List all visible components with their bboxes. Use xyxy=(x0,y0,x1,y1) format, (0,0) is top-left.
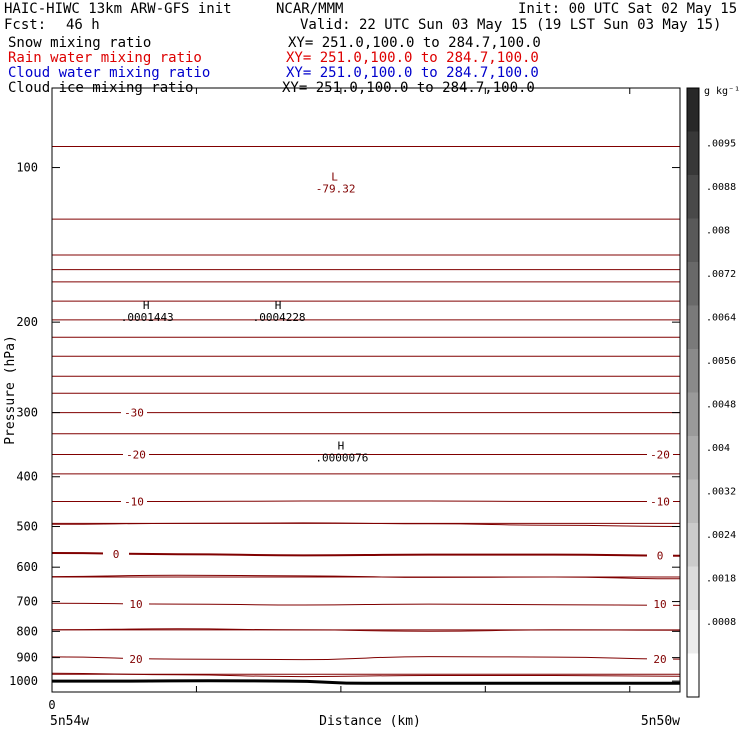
y-tick-label: 700 xyxy=(16,594,38,609)
colorbar-segment xyxy=(687,262,699,306)
x-origin-label: 0 xyxy=(48,698,56,712)
terrain-layer xyxy=(52,681,680,684)
temperature-contour xyxy=(52,553,680,556)
contour-label: -30 xyxy=(124,406,144,420)
colorbar-tick-label: .0032 xyxy=(706,486,737,498)
colorbar-segment xyxy=(687,480,699,524)
colorbar xyxy=(687,88,736,698)
colorbar-segment xyxy=(687,610,699,654)
colorbar-tick-label: .008 xyxy=(706,225,731,237)
y-tick-label: 800 xyxy=(16,624,38,639)
title-left: HAIC-HIWC 13km ARW-GFS init xyxy=(4,1,232,17)
contour-label: 10 xyxy=(129,598,143,612)
colorbar-tick-label: .0018 xyxy=(706,573,737,585)
contour-label-right: -10 xyxy=(650,495,670,509)
x-axis-label: Distance (km) xyxy=(319,714,421,729)
field-name-cloud-ice: Cloud ice mixing ratio xyxy=(8,80,194,96)
colorbar-segment xyxy=(687,88,699,132)
field-xy-cloud-ice: XY= 251.0,100.0 to 284.7,100.0 xyxy=(282,80,535,96)
extremum-letter: H xyxy=(274,299,282,313)
colorbar-segment xyxy=(687,349,699,393)
y-tick-label: 200 xyxy=(16,315,38,330)
y-tick-label: 100 xyxy=(16,160,38,175)
extremum-letter: H xyxy=(142,299,150,313)
colorbar-segment xyxy=(687,175,699,219)
colorbar-segment xyxy=(687,219,699,263)
colorbar-tick-label: .0064 xyxy=(706,312,737,324)
title-source: NCAR/MMM xyxy=(276,1,344,17)
extremum-letter: L xyxy=(331,170,338,184)
x-left-label: 5n54w xyxy=(50,714,90,729)
axes-layer xyxy=(9,88,680,692)
extremum-letter: H xyxy=(337,439,345,453)
field-xy-rain: XY= 251.0,100.0 to 284.7,100.0 xyxy=(286,50,539,66)
colorbar-tick-label: .0072 xyxy=(706,269,737,281)
colorbar-tick-label: .0056 xyxy=(706,356,737,368)
colorbar-segment xyxy=(687,654,699,698)
field-name-cloud-water: Cloud water mixing ratio xyxy=(8,65,211,81)
init-time: Init: 00 UTC Sat 02 May 15 xyxy=(518,1,738,17)
colorbar-tick-label: .0048 xyxy=(706,399,737,411)
contour-label: -20 xyxy=(126,448,146,462)
contour-line xyxy=(52,673,680,676)
fcst-label: Fcst: xyxy=(4,17,47,33)
colorbar-unit: g kg⁻¹ xyxy=(704,86,740,97)
colorbar-segment xyxy=(687,132,699,176)
extremum-value: .0001443 xyxy=(120,311,174,325)
y-tick-label: 1000 xyxy=(9,674,38,689)
y-axis-label: Pressure (hPa) xyxy=(3,335,18,445)
contour-layer xyxy=(52,147,680,677)
y-tick-label: 300 xyxy=(16,405,38,420)
valid-time: Valid: 22 UTC Sun 03 May 15 (19 LST Sun 03 May 15) xyxy=(300,17,722,33)
colorbar-tick-label: .0024 xyxy=(706,530,737,542)
fcst-value: 46 h xyxy=(66,17,100,33)
contour-label: -10 xyxy=(124,495,144,509)
colorbar-tick-label: .0008 xyxy=(706,617,737,629)
colorbar-tick-label: .0088 xyxy=(706,182,737,194)
contour-label-right: 10 xyxy=(653,598,667,612)
contour-label-right: 0 xyxy=(656,549,664,563)
x-right-label: 5n50w xyxy=(640,714,680,729)
colorbar-segment xyxy=(687,436,699,480)
contour-label: 0 xyxy=(112,548,120,562)
field-name-rain: Rain water mixing ratio xyxy=(8,50,202,66)
y-tick-label: 400 xyxy=(16,469,38,484)
y-tick-label: 900 xyxy=(16,650,38,665)
field-xy-cloud-water: XY= 251.0,100.0 to 284.7,100.0 xyxy=(286,65,539,81)
field-xy-snow: XY= 251.0,100.0 to 284.7,100.0 xyxy=(288,35,541,51)
field-name-snow: Snow mixing ratio xyxy=(8,35,152,51)
colorbar-segment xyxy=(687,523,699,567)
extremum-value: .0000076 xyxy=(315,451,369,465)
extremum-value: -79.32 xyxy=(315,182,356,196)
contour-label-right: -20 xyxy=(650,448,670,462)
colorbar-segment xyxy=(687,306,699,350)
terrain-line xyxy=(52,681,680,684)
colorbar-tick-label: .0095 xyxy=(706,138,737,150)
y-tick-label: 600 xyxy=(16,560,38,575)
contour-label: 20 xyxy=(129,653,143,667)
extremum-value: .0004228 xyxy=(252,311,306,325)
annotation-layer xyxy=(121,171,369,465)
contour-label-right: 20 xyxy=(653,653,667,667)
colorbar-segment xyxy=(687,393,699,437)
y-tick-label: 500 xyxy=(16,519,38,534)
colorbar-segment xyxy=(687,567,699,611)
colorbar-tick-label: .004 xyxy=(706,443,731,455)
